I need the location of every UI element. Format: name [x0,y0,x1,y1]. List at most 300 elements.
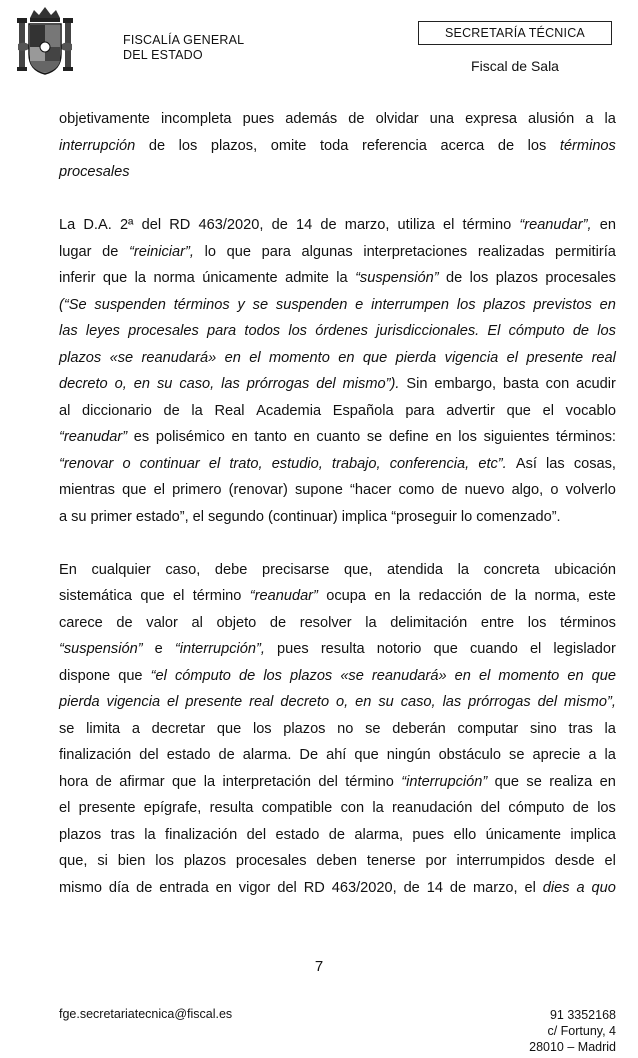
word: delimitación [390,614,468,631]
word: etc”. [478,455,507,472]
word: prórrogas [468,694,531,710]
word: cuando [469,641,518,657]
word: la [457,561,470,578]
word: que [216,720,242,737]
word: 463/2020, [198,217,264,233]
word: entrada [159,879,209,896]
word: día [108,879,130,896]
word: o, [336,694,349,710]
word: debe [214,561,248,578]
word: de [148,137,166,154]
word: se [365,720,381,737]
word: la [604,747,616,763]
word: a [585,111,594,127]
text-line [59,504,616,531]
word: el [478,667,491,684]
word: ningún [386,747,431,763]
word: como [398,482,435,498]
word: decretar [151,720,206,737]
word: tanto [254,429,287,445]
word: primer [90,508,132,525]
word: “interrupción” [401,773,488,790]
word: los [288,323,307,339]
word: plazos [495,270,538,286]
word: D.A. [83,217,112,233]
word: utiliza [397,217,435,233]
word: segundo [208,508,264,525]
word: reanudará» [141,349,217,366]
word: en [599,296,616,313]
word: interrupción [59,137,136,154]
word: el [529,641,542,657]
word: real [591,349,616,366]
word: resolver [299,614,352,631]
word: en [231,429,248,445]
text-line [59,106,616,133]
word: o, [114,376,127,392]
word: se [366,429,383,445]
word: para [206,323,237,339]
word: olvidar [375,111,419,127]
text-line [59,398,616,425]
word: la [398,588,411,604]
word: en [133,376,150,392]
text-line [59,557,616,584]
word: polisémico [155,429,225,445]
word: (continuar) [268,508,338,525]
word: conferencia, [389,455,470,472]
word: la [134,270,147,286]
text-line [59,424,616,451]
word: el [173,588,185,604]
org-line-2: DEL ESTADO [123,48,203,62]
word: las [221,376,240,392]
word: «se [109,349,134,366]
word: caso, [179,376,215,392]
word: (“Se [59,296,87,313]
word: norma, [534,588,580,604]
word: 2ª [119,217,134,233]
word: su [71,508,87,525]
footer-phone: 91 3352168 [549,1008,616,1022]
word: que [506,402,531,419]
word: “renovar [59,455,114,472]
word: tras [568,720,593,737]
word: que [122,482,147,498]
word: únicamente [485,826,562,843]
word: a [59,508,68,525]
text-line [59,477,616,504]
word: de [490,588,507,604]
word: el [506,349,518,366]
word: que [172,773,197,790]
word: Así [515,455,537,472]
word: a [131,720,140,737]
word: interrumpidos [456,853,545,869]
word: el [192,508,204,525]
word: lugar [59,243,92,260]
word: en [215,879,232,896]
word: suspenden [275,296,348,313]
word: previstos [533,296,592,313]
word: con [340,800,365,816]
word: obstáculo [438,747,502,763]
word: en [435,429,452,445]
text-line [59,159,616,186]
word: la [144,826,156,843]
word: pues [242,111,275,127]
word: ahí [326,747,347,763]
word: ello [453,826,477,843]
word: de [102,243,119,260]
word: los [527,137,547,154]
word: de [271,217,288,233]
word: que [102,270,128,286]
word: presente [78,800,136,816]
word: en [599,773,616,790]
word: limita [86,720,121,737]
word: embargo, [434,376,497,392]
word: estado”, [135,508,189,525]
word: real [249,694,274,710]
word: plazos [283,720,326,737]
text-line [59,212,616,239]
word: el [153,482,165,498]
word: entre [480,614,515,631]
word: RD [169,217,191,233]
word: de [136,879,153,896]
word: términos [560,614,616,631]
word: realiza [549,773,593,790]
word: la [604,720,616,737]
word: expresa [465,111,517,127]
footer-email: fge.secretariatecnica@fiscal.es [59,1007,233,1021]
word: estado [166,747,211,763]
word: 14 [296,217,313,233]
word: de [95,773,112,790]
word: la [191,402,203,419]
word: órdenes [315,323,368,339]
word: bien [117,853,146,869]
word: se [59,720,75,737]
word: interrumpen [371,296,450,313]
word: norma [153,270,195,286]
word: el [443,217,455,233]
word: su [378,694,394,710]
word: momento [269,349,330,366]
word: no [337,720,354,737]
word: “hacer [350,482,392,498]
word: los [456,296,476,313]
word: procesales [235,853,307,869]
word: los [458,429,477,445]
word: redacción [418,588,482,604]
word: “reanudar” [249,588,318,604]
word: que [494,773,520,790]
word: caso, [165,561,201,578]
word: la [514,588,527,604]
word: Española [332,402,394,419]
word: diccionario [82,402,152,419]
word: que [433,641,458,657]
word: términos: [555,429,616,445]
word: al [59,402,71,419]
word: (renovar) [228,482,288,498]
word: de [116,614,133,631]
word: del [277,879,297,896]
word: resulta [320,641,365,657]
department-subtitle: Fiscal de Sala [471,58,559,74]
word: en [224,349,241,366]
word: plazos [183,853,227,869]
word: la [203,773,216,790]
word: todos [244,323,281,339]
word: del [139,747,159,763]
word: objeto [216,614,257,631]
word: permitiría [555,243,616,260]
word: vigor [238,879,271,896]
word: “suspensión” [355,270,439,286]
word: el [249,349,261,366]
word: “el [150,667,167,684]
word: interpretación [222,773,311,790]
word: ocupa [326,588,367,604]
word: dies [542,879,570,896]
word: en [374,588,391,604]
word: decreto [280,694,330,710]
word: referencia [361,137,427,154]
word: pues [412,826,445,843]
word: de [320,217,337,233]
word: que [354,747,379,763]
word: términos [173,296,230,313]
word: atendida [387,561,444,578]
word: pues [277,641,309,657]
word: admite [285,270,329,286]
word: valor [146,614,178,631]
word: que [118,667,143,684]
word: finalización [59,747,132,763]
footer-city: 28010 – Madrid [529,1040,616,1054]
word: “suspensión” [59,641,143,657]
word: del [316,376,336,392]
word: que [591,667,616,684]
word: o [550,482,559,498]
word: la [336,270,348,286]
word: una [429,111,454,127]
word: reanudará» [371,667,447,684]
word: su [156,376,173,392]
word: acerca [440,137,485,154]
word: los [527,614,547,631]
word: por [425,853,447,869]
word: las [59,323,78,339]
word: mismo [59,879,102,896]
word: quo [591,879,616,896]
text-line [59,716,616,743]
word: este [588,588,616,604]
word: basta [503,376,539,392]
word: plazos [483,296,526,313]
word: término [192,588,242,604]
word: concreta [483,561,540,578]
word: acudir [576,376,616,392]
word: prórrogas [246,376,310,392]
word: el [59,800,71,816]
word: el [167,694,179,710]
word: implica [341,508,388,525]
word: lo [204,243,216,260]
word: que [226,243,251,260]
org-line-1: FISCALÍA GENERAL [123,33,245,47]
word: cosas, [573,455,616,472]
word: de [218,747,235,763]
word: continuar [139,455,200,472]
word: vigencia [444,349,499,366]
text-line [59,345,616,372]
word: los [252,720,272,737]
word: cómputo [508,800,565,816]
word: alarma, [354,826,404,843]
text-line [59,636,616,663]
word: En [59,561,77,578]
word: en [454,667,471,684]
word: si [97,853,108,869]
text-line [59,689,616,716]
word: leyes [85,323,120,339]
word: el [604,853,616,869]
word: para [261,243,291,260]
footer-contact [529,1007,616,1055]
word: del [246,826,267,843]
word: la [604,111,616,127]
word: plazos, [210,137,258,154]
word: del [141,217,162,233]
text-line [59,318,616,345]
word: las [442,694,462,710]
word: supone [294,482,343,498]
text-line [59,292,616,319]
word: en [599,217,616,233]
word: o [122,455,131,472]
paragraph-gap [59,186,616,213]
department-box [418,21,612,45]
word: el [208,455,221,472]
word: término [345,773,394,790]
word: al [191,614,203,631]
word: de [163,402,180,419]
word: toda [319,137,349,154]
word: sino [529,720,557,737]
word: interpretaciones [363,243,468,260]
word: cómputo [174,667,231,684]
word: cuanto [316,429,361,445]
word: computar [457,720,519,737]
word: de [449,879,467,896]
word: primero [172,482,222,498]
word: decreto [59,376,108,392]
word: “interrupción”, [174,641,265,657]
word: omite [270,137,307,154]
word: de [572,323,590,339]
word: Academia [256,402,322,419]
word: en [567,667,584,684]
word: presente [526,349,584,366]
word: El [487,323,501,339]
word: se [509,747,525,763]
word: deben [316,853,357,869]
word: los [263,667,282,684]
coat-of-arms-logo [16,4,74,78]
word: se [526,773,542,790]
word: trato, [229,455,263,472]
word: siguientes [483,429,550,445]
word: en [355,694,372,710]
text-line [59,371,616,398]
text-line [59,875,616,902]
word: los [597,800,616,816]
word: en [338,349,355,366]
word: advertir [446,402,495,419]
word: de [328,826,345,843]
word: De [299,747,319,763]
word: es [133,429,150,445]
word: procesales [545,270,616,286]
text-line [59,610,616,637]
text-line [59,663,616,690]
word: compatible [261,800,333,816]
word: alarma. [242,747,292,763]
word: “proseguir [391,508,457,525]
word: Real [214,402,245,419]
page-number: 7 [314,958,324,975]
word: aprecie [532,747,581,763]
word: 14 [426,879,443,896]
word: nuevo [464,482,505,498]
word: precisarse [262,561,330,578]
word: ubicación [554,561,616,578]
word: “reanudar”, [519,217,592,233]
text-line [59,239,616,266]
text-line [59,451,616,478]
word: mientras [59,482,115,498]
word: «se [340,667,364,684]
word: de [497,137,515,154]
word: presente [185,694,243,710]
word: se [252,296,269,313]
word: del [480,800,501,816]
word: a [576,879,585,896]
word: algo, [511,482,544,498]
word: a [588,747,597,763]
footer-address: c/ Fortuny, 4 [547,1024,616,1038]
word: define [388,429,429,445]
word: de [572,800,589,816]
word: implica [570,826,616,843]
word: plazos [59,349,102,366]
word: y [237,296,245,313]
word: e [355,296,364,313]
text-line [59,583,616,610]
word: tenerse [366,853,416,869]
word: de [441,482,458,498]
word: caso, [400,694,436,710]
word: estado [275,826,320,843]
word: únicamente [202,270,278,286]
word: Sin [406,376,428,392]
word: mismo”, [564,694,616,710]
word: objetivamente [59,111,150,127]
